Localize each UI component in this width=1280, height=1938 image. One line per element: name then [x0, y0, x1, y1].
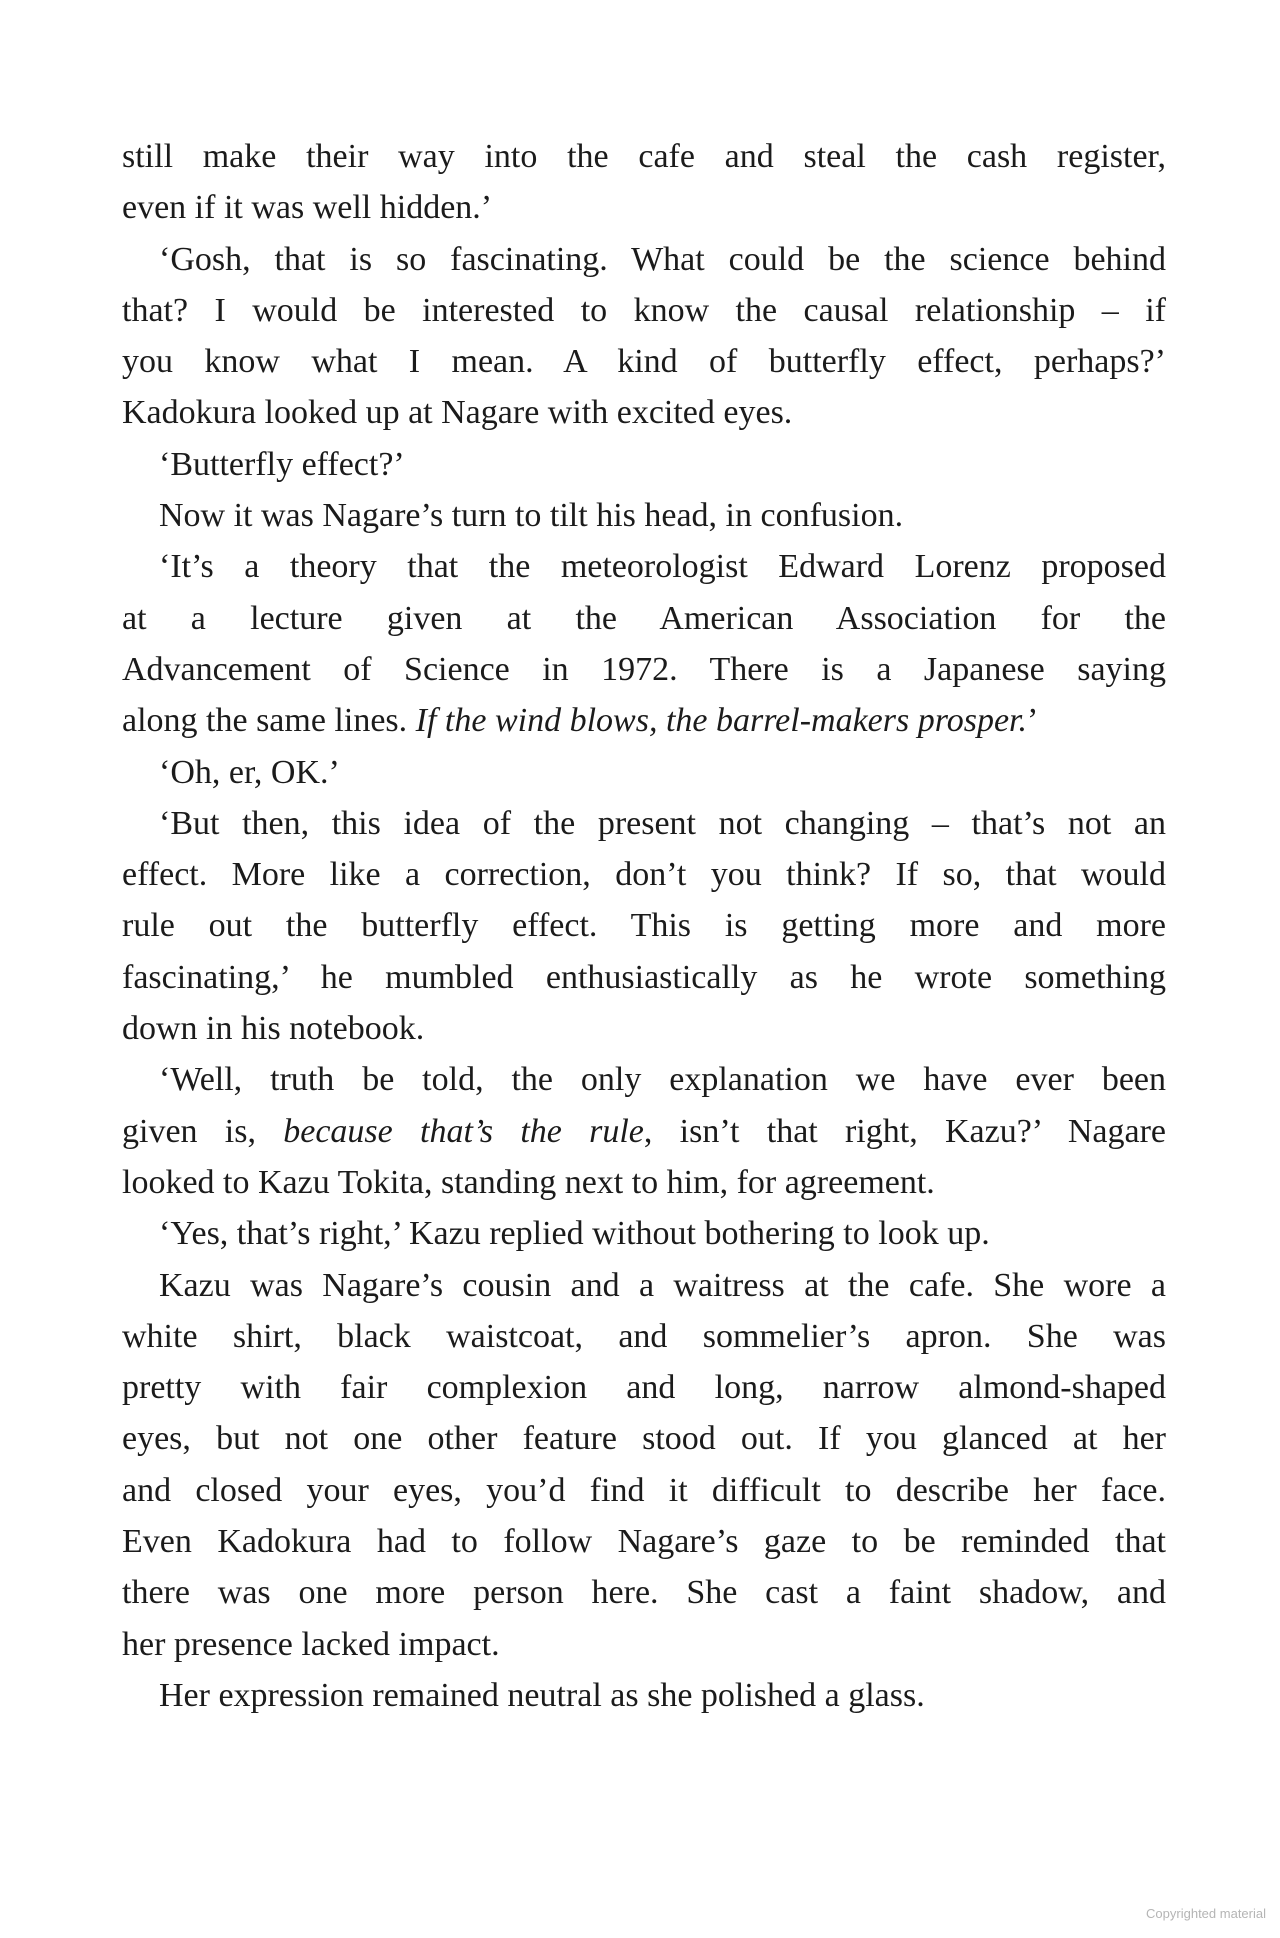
text-line: [122, 490, 1166, 541]
copyright-notice: Copyrighted material: [1146, 1906, 1266, 1921]
text-line: [122, 1208, 1166, 1259]
text-segment: looked to Kazu Tokita, standing next to him, for agreement.: [122, 1163, 935, 1201]
text-segment: pretty with fair complexion and long, narrow almond-shaped: [122, 1369, 1166, 1407]
text-segment: Even Kadokura had to follow Nagare’s gaze to be reminded that: [122, 1523, 1166, 1561]
text-segment: Her expression remained neutral as she polished a glass.: [159, 1676, 925, 1714]
text-line: [122, 593, 1166, 644]
text-line: [122, 131, 1166, 182]
text-line: [122, 541, 1166, 592]
text-segment: Advancement of Science in 1972. There is a Japanese saying: [122, 650, 1166, 688]
text-line: [122, 1516, 1166, 1567]
text-segment: Kadokura looked up at Nagare with excited eyes.: [122, 394, 793, 432]
text-segment: ‘Well, truth be told, the only explanation we have ever been: [159, 1061, 1166, 1099]
text-segment: down in his notebook.: [122, 1010, 425, 1048]
text-line: [122, 1567, 1166, 1618]
text-line: [122, 285, 1166, 336]
text-line: [122, 1619, 1166, 1670]
text-line: [122, 644, 1166, 695]
text-line: [122, 1465, 1166, 1516]
text-line: [122, 1311, 1166, 1362]
text-segment: Kazu was Nagare’s cousin and a waitress at the cafe. She wore a: [159, 1266, 1166, 1304]
text-segment: ‘But then, this idea of the present not changing – that’s not an: [159, 804, 1166, 842]
text-line: [122, 387, 1166, 438]
text-line: [122, 900, 1166, 951]
text-segment: , isn’t that right, Kazu?’ Nagare: [643, 1112, 1166, 1150]
italic-text: If the wind blows, the barrel-makers prosper.: [415, 702, 1027, 740]
text-segment: ‘It’s a theory that the meteorologist Edward Lorenz proposed: [159, 548, 1166, 586]
text-segment: there was one more person here. She cast a faint shadow, and: [122, 1574, 1166, 1612]
text-line: [122, 695, 1166, 746]
text-line: [122, 336, 1166, 387]
text-segment: given is,: [122, 1112, 284, 1150]
text-line: [122, 1003, 1166, 1054]
text-line: [122, 1260, 1166, 1311]
text-line: [122, 1670, 1166, 1721]
text-segment: her presence lacked impact.: [122, 1625, 500, 1663]
text-segment: ‘Yes, that’s right,’ Kazu replied without bothering to look up.: [159, 1215, 990, 1253]
text-segment: that? I would be interested to know the causal relationship – if: [122, 291, 1166, 329]
text-segment: eyes, but not one other feature stood out. If you glanced at her: [122, 1420, 1166, 1458]
text-segment: ‘Butterfly effect?’: [159, 445, 405, 483]
text-line: [122, 234, 1166, 285]
text-line: [122, 1054, 1166, 1105]
text-segment: fascinating,’ he mumbled enthusiastically as he wrote something: [122, 958, 1166, 996]
text-line: [122, 439, 1166, 490]
text-segment: ’: [1027, 702, 1039, 740]
book-page-text: [122, 131, 1166, 1721]
text-line: [122, 747, 1166, 798]
text-segment: effect. More like a correction, don’t you think? If so, that would: [122, 856, 1166, 894]
text-line: [122, 1106, 1166, 1157]
text-segment: and closed your eyes, you’d find it difficult to describe her face.: [122, 1471, 1166, 1509]
text-segment: still make their way into the cafe and steal the cash register,: [122, 138, 1166, 175]
text-line: [122, 1362, 1166, 1413]
text-segment: rule out the butterfly effect. This is getting more and more: [122, 907, 1166, 945]
text-line: [122, 1413, 1166, 1464]
text-segment: you know what I mean. A kind of butterfly effect, perhaps?’: [122, 343, 1166, 381]
text-line: [122, 849, 1166, 900]
text-segment: Now it was Nagare’s turn to tilt his head, in confusion.: [159, 497, 904, 535]
text-segment: even if it was well hidden.’: [122, 189, 493, 227]
text-line: [122, 798, 1166, 849]
italic-text: because that’s the rule: [283, 1112, 644, 1150]
text-segment: ‘Gosh, that is so fascinating. What could be the science behind: [159, 240, 1166, 278]
text-segment: ‘Oh, er, OK.’: [159, 753, 340, 791]
text-line: [122, 952, 1166, 1003]
text-segment: along the same lines.: [122, 702, 416, 740]
text-line: [122, 182, 1166, 233]
text-segment: at a lecture given at the American Association for the: [122, 599, 1166, 637]
text-line: [122, 1157, 1166, 1208]
text-segment: white shirt, black waistcoat, and sommelier’s apron. She was: [122, 1317, 1166, 1355]
